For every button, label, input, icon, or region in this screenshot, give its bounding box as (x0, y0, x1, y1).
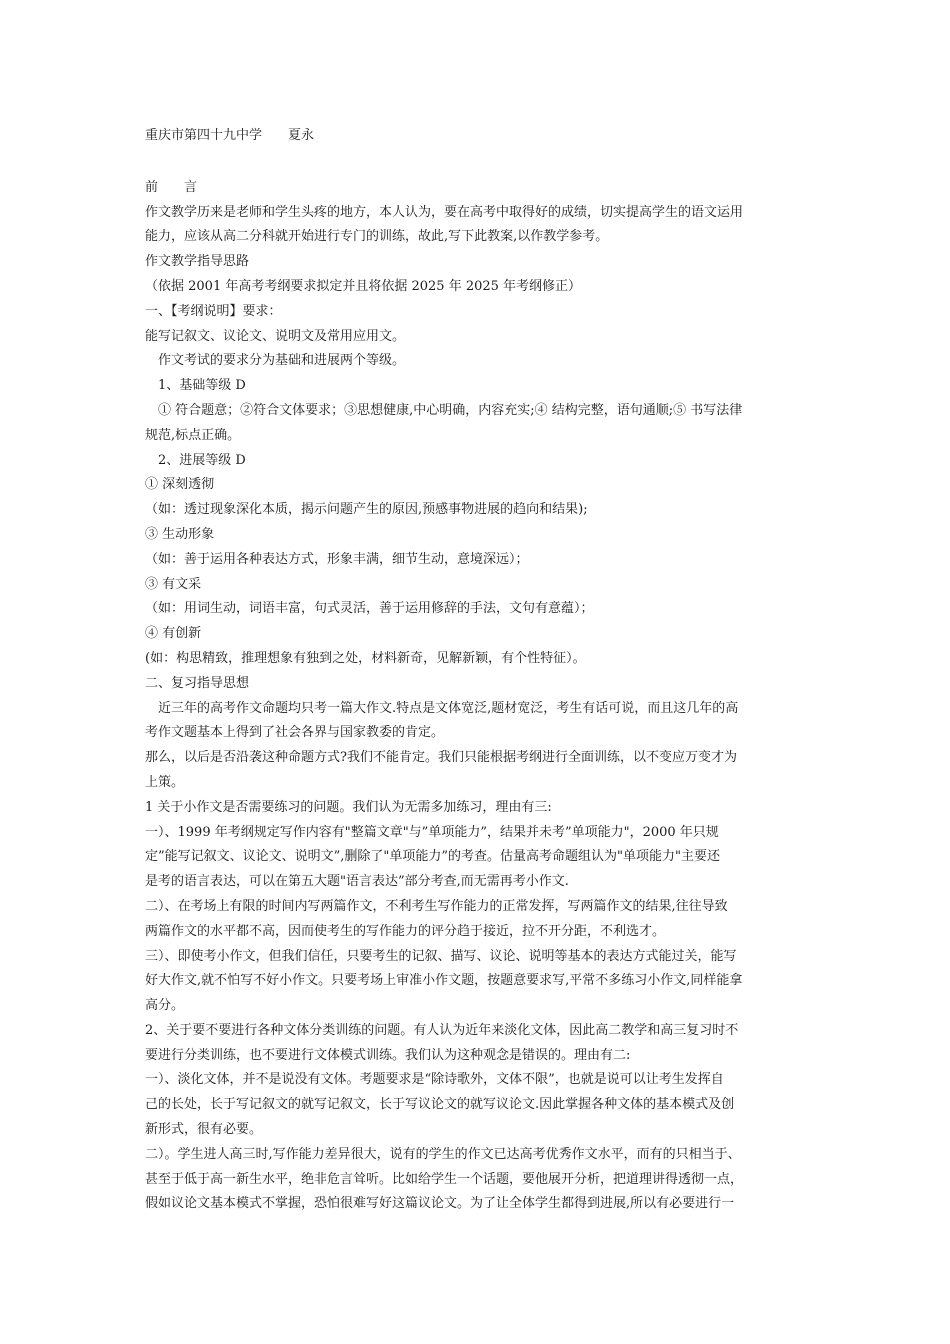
paragraph-line: 高分。 (145, 998, 185, 1014)
paragraph-line: 作文教学历来是老师和学生头疼的地方，本人认为，要在高考中取得好的成绩，切实提高学生的语文运用 (145, 204, 744, 220)
list-item: ④ 有创新 (145, 626, 202, 642)
paragraph-line: 假如议论文基本模式不掌握，恐怕很难写好这篇议论文。为了让全体学生都得到进展,所以有必要进行一 (145, 1196, 735, 1212)
list-item-note: （如：善于运用各种表达方式，形象丰满，细节生动，意境深远）； (145, 551, 529, 567)
paragraph-line: 要进行分类训练，也不要进行文体模式训练。我们认为这种观念是错误的。理由有二: (145, 1047, 631, 1063)
subsection-heading: 2、进展等级 D (145, 452, 246, 468)
paragraph-line: 新形式，很有必要。 (145, 1122, 263, 1138)
paragraph-line: 2、关于要不要进行各种文体分类训练的问题。有人认为近年来淡化文体，因此高二教学和高三复习时不 (145, 1022, 739, 1038)
section-heading: 一、【考纲说明】要求： (145, 303, 282, 319)
paragraph-line: 上策。 (145, 774, 185, 790)
paragraph-line: 作文考试的要求分为基础和进展两个等级。 (145, 353, 406, 369)
paragraph-line: 定”能写记叙文、议论文、说明文”,删除了"单项能力”的考查。估量高考命题组认为"单项能力"主要还 (145, 849, 721, 865)
list-item-note: （如：透过现象深化本质，揭示问题产生的原因,预感事物进展的趋向和结果); (145, 502, 588, 518)
list-item-note: (如：构思精致，推理想象有独到之处，材料新奇，见解新颖，有个性特征）。 (145, 650, 586, 666)
section-heading: 作文教学指导思路 (145, 254, 250, 270)
paragraph-line: 规范,标点正确。 (145, 427, 241, 443)
paragraph-line: 1 关于小作文是否需要练习的问题。我们认为无需多加练习，理由有三: (145, 799, 552, 815)
list-item: ③ 生动形象 (145, 526, 215, 542)
paragraph-line: 好大作文,就不怕写不好小作文。只要考场上审准小作文题，按题意要求写,平常不多练习小作文,同样能拿 (145, 973, 743, 989)
section-heading: 二、复习指导思想 (145, 675, 250, 691)
spacer (145, 149, 815, 176)
list-item: ③ 有文采 (145, 576, 202, 592)
paragraph-line: 两篇作文的水平都不高，因而使考生的写作能力的评分趋于接近，拉不开分距，不利选才。 (145, 923, 666, 939)
list-item-note: （如：用词生动，词语丰富，句式灵活，善于运用修辞的手法，文句有意蕴）； (145, 601, 594, 617)
list-item: ① 深刻透彻 (145, 477, 215, 493)
paragraph-line: 能力，应该从高二分科就开始进行专门的训练，故此,写下此教案,以作教学参考。 (145, 229, 609, 245)
paragraph-line: 一）、淡化文体，并不是说没有文体。考题要求是“除诗歌外，文体不限”，也就是说可以让考生发挥自 (145, 1072, 724, 1088)
paragraph-line: 那么，以后是否沿袭这种命题方式?我们不能肯定。我们只能根据考纲进行全面训练，以不变应万变才为 (145, 750, 737, 766)
paragraph-line: 甚至于低于高一新生水平，绝非危言耸听。比如给学生一个话题，要他展开分析，把道理讲得透彻一点， (145, 1171, 744, 1187)
paragraph-line: （依据 2001 年高考考纲要求拟定并且将依据 2025 年 2025 年考纲修正） (145, 278, 582, 294)
paragraph-line: 能写记叙文、议论文、说明文及常用应用文。 (145, 328, 406, 344)
paragraph-line: 三）、即使考小作文，但我们信任，只要考生的记叙、描写、议论、说明等基本的表达方式能过关，能写 (145, 948, 737, 964)
paragraph-line: 考作文题基本上得到了社会各界与国家教委的肯定。 (145, 725, 445, 741)
paragraph-line: 二）。学生进人高三时,写作能力差异很大，说有的学生的作文已达高考优秀作文水平，而有的只相当于、 (145, 1146, 741, 1162)
paragraph-line: 一）、1999 年考纲规定写作内容有"整篇文章"与”单项能力”，结果并未考”单项能力"，2000 年只规 (145, 824, 719, 840)
paragraph-line: 近三年的高考作文命题均只考一篇大作文.特点是文体宽泛,题材宽泛，考生有话可说，而且这几年的高 (145, 700, 739, 716)
paragraph-line: 是考的语言表达，可以在第五大题"语言表达”部分考查,而无需再考小作文. (145, 874, 569, 890)
paragraph-line: 己的长处，长于写记叙文的就写记叙文，长于写议论文的就写议论文.因此掌握各种文体的基本模式及创 (145, 1097, 735, 1113)
paragraph-line: 二）、在考场上有限的时间内写两篇作文，不利考生写作能力的正常发挥，写两篇作文的结果,往往导致 (145, 898, 728, 914)
preface-title: 前 言 (145, 179, 198, 195)
author-line: 重庆市第四十九中学 夏永 (145, 128, 315, 143)
subsection-heading: 1、基础等级 D (145, 378, 246, 394)
paragraph-line: ① 符合题意；②符合文体要求；③思想健康,中心明确，内容充实;④ 结构完整，语句通顺;⑤ 书写法律 (145, 402, 743, 418)
